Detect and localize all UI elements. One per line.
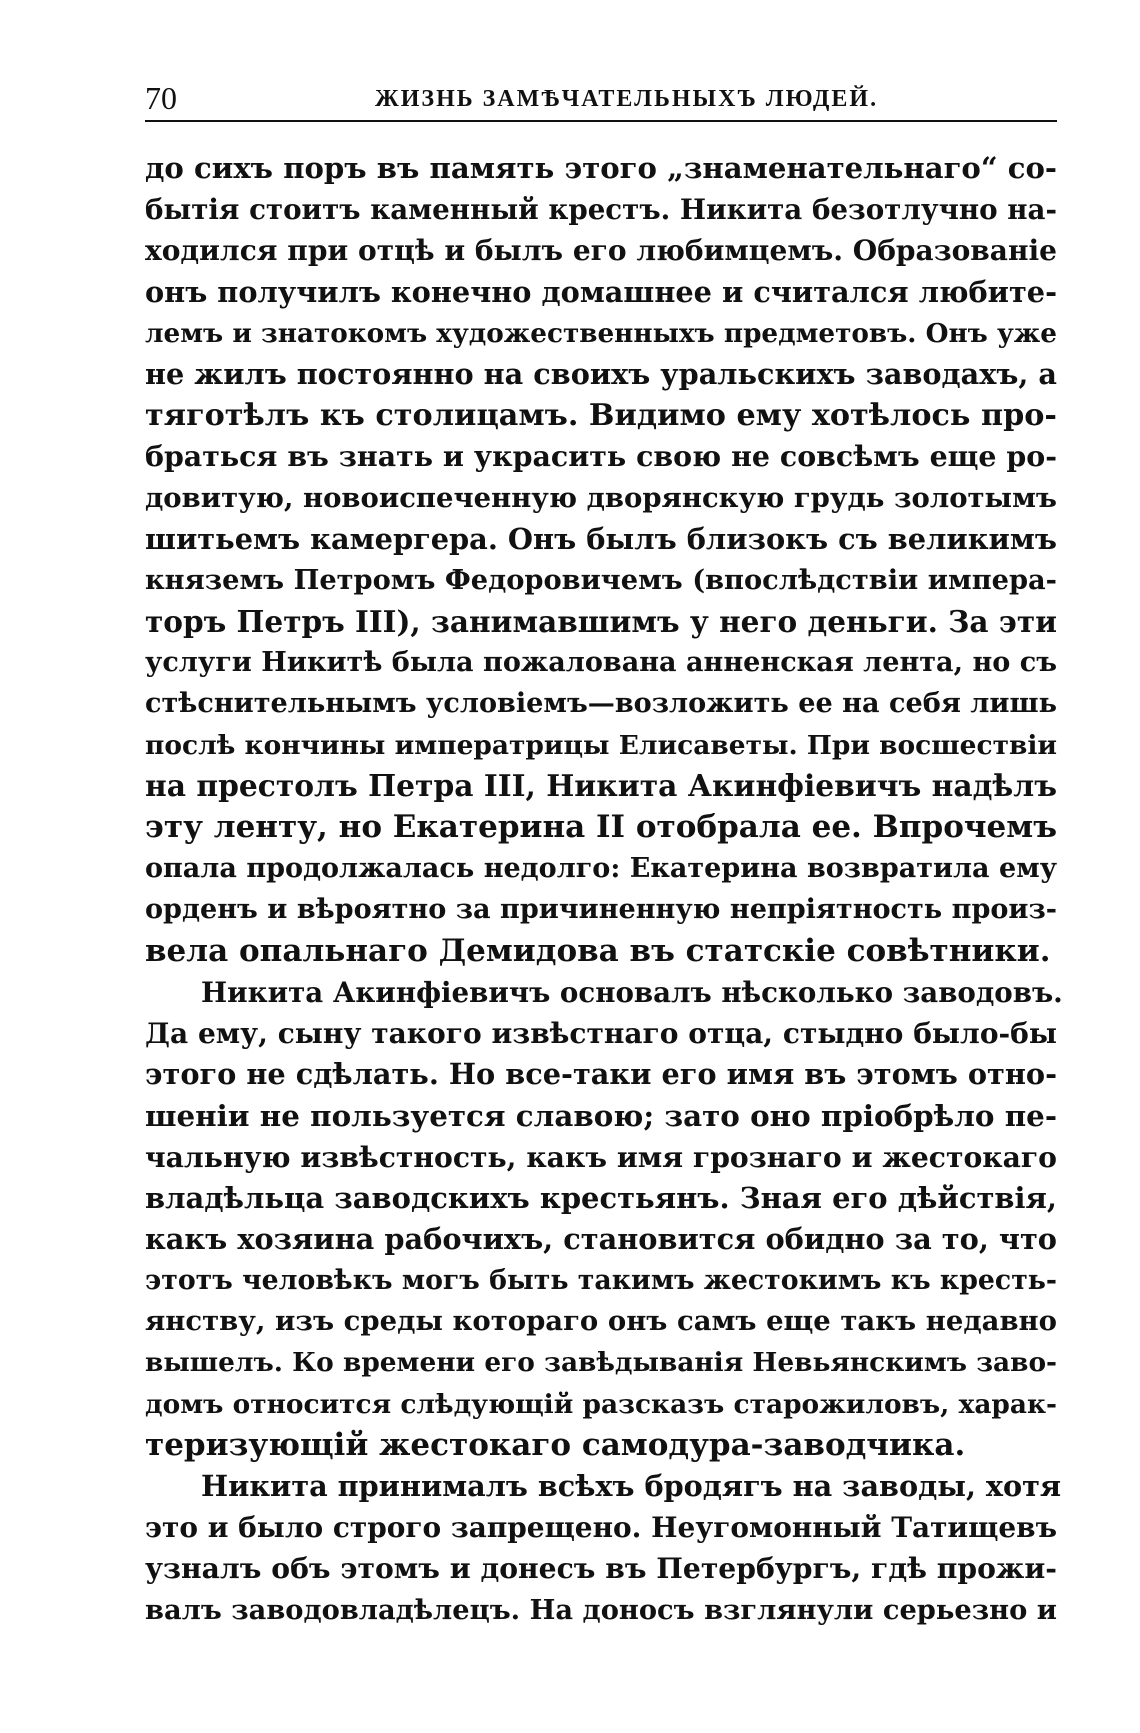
text-line: браться въ знать и украсить свою не совсѣмъ еще ро- [145, 439, 1057, 474]
text-line: чальную извѣстность, какъ имя грознаго и жестокаго [145, 1140, 1057, 1174]
text-line: не жилъ постоянно на своихъ уральскихъ заводахъ, а [145, 356, 1057, 391]
page-number: 70 [145, 80, 177, 116]
body-text [145, 148, 1063, 1631]
text-line: послѣ кончины императрицы Елисаветы. При восшествіи [145, 729, 1057, 761]
text-line: ходился при отцѣ и былъ его любимцемъ. Образованіе [145, 234, 1057, 268]
text-line: довитую, новоиспеченную дворянскую грудь золотымъ [145, 481, 1057, 514]
text-line: торъ Петръ III), занимавшимъ у него деньги. За эти [145, 604, 1057, 640]
text-line: стѣснительнымъ условіемъ—возложить ее на себя лишь [145, 688, 1057, 720]
text-line: шитьемъ камергера. Онъ былъ близокъ съ великимъ [145, 521, 1057, 556]
text-line: эту ленту, но Екатерина II отобрала ее. Впрочемъ [145, 809, 1057, 845]
text-line: какъ хозяина рабочихъ, становится обидно за то, что [145, 1221, 1057, 1256]
text-line: лемъ и знатокомъ художественныхъ предметовъ. Онъ уже [145, 317, 1057, 349]
header-rule [145, 120, 1057, 122]
text-line: узналъ объ этомъ и донесъ въ Петербургъ, гдѣ прожи- [145, 1552, 1057, 1586]
text-line: владѣльца заводскихъ крестьянъ. Зная его дѣйствія, [145, 1180, 1057, 1215]
text-line: янству, изъ среды котораго онъ самъ еще такъ недавно [145, 1305, 1057, 1338]
text-line: это и было строго запрещено. Неугомонный Татищевъ [145, 1511, 1057, 1545]
text-line: услуги Никитѣ была пожалована анненская лента, но съ [145, 647, 1057, 679]
text-line: до сихъ поръ въ память этого „знаменательнаго“ со- [145, 151, 1057, 185]
text-line: этого не сдѣлать. Но все-таки его имя въ этомъ отно- [145, 1057, 1057, 1092]
text-line: теризующій жестокаго самодура-заводчика. [145, 1426, 966, 1463]
paragraph [145, 1466, 1062, 1631]
text-line: этотъ человѣкъ могъ быть такимъ жестокимъ къ кресть- [145, 1265, 1057, 1297]
text-line: тяготѣлъ къ столицамъ. Видимо ему хотѣлось про- [145, 398, 1057, 434]
text-line: домъ относится слѣдующій разсказъ старожиловъ, харак- [145, 1388, 1057, 1420]
text-line: онъ получилъ конечно домашнее и считался любите- [145, 274, 1057, 309]
text-line: шеніи не пользуется славою; зато оно пріобрѣло пе- [145, 1098, 1057, 1134]
text-line: орденъ и вѣроятно за причиненную непріятность произ- [145, 894, 1057, 926]
text-line: валъ заводовладѣлецъ. На доносъ взглянули серьезно и [145, 1593, 1057, 1626]
paragraph [145, 148, 1057, 972]
text-line: Да ему, сыну такого извѣстнаго отца, стыдно было-бы [145, 1016, 1057, 1050]
text-line: опала продолжалась недолго: Екатерина возвратила ему [145, 853, 1057, 885]
text-line: княземъ Петромъ Федоровичемъ (впослѣдствіи импера- [145, 563, 1057, 596]
running-head [145, 78, 1060, 118]
text-line: на престолъ Петра III, Никита Акинфіевичъ надѣлъ [145, 768, 1057, 804]
text-line: вела опальнаго Демидова въ статскіе совѣтники. [145, 932, 1051, 969]
text-line: Никита Акинфіевичъ основалъ нѣсколько заводовъ. [201, 975, 1063, 1009]
text-line: бытія стоитъ каменный крестъ. Никита безотлучно на- [145, 193, 1057, 227]
text-line: Никита принималъ всѣхъ бродягъ на заводы, хотя [201, 1469, 1062, 1503]
running-title: ЖИЗНЬ ЗАМѢЧАТЕЛЬНЫХЪ ЛЮДЕЙ. [375, 86, 879, 112]
paragraph [145, 972, 1063, 1466]
text-line: вышелъ. Ко времени его завѣдыванія Невьянскимъ заво- [145, 1347, 1057, 1379]
